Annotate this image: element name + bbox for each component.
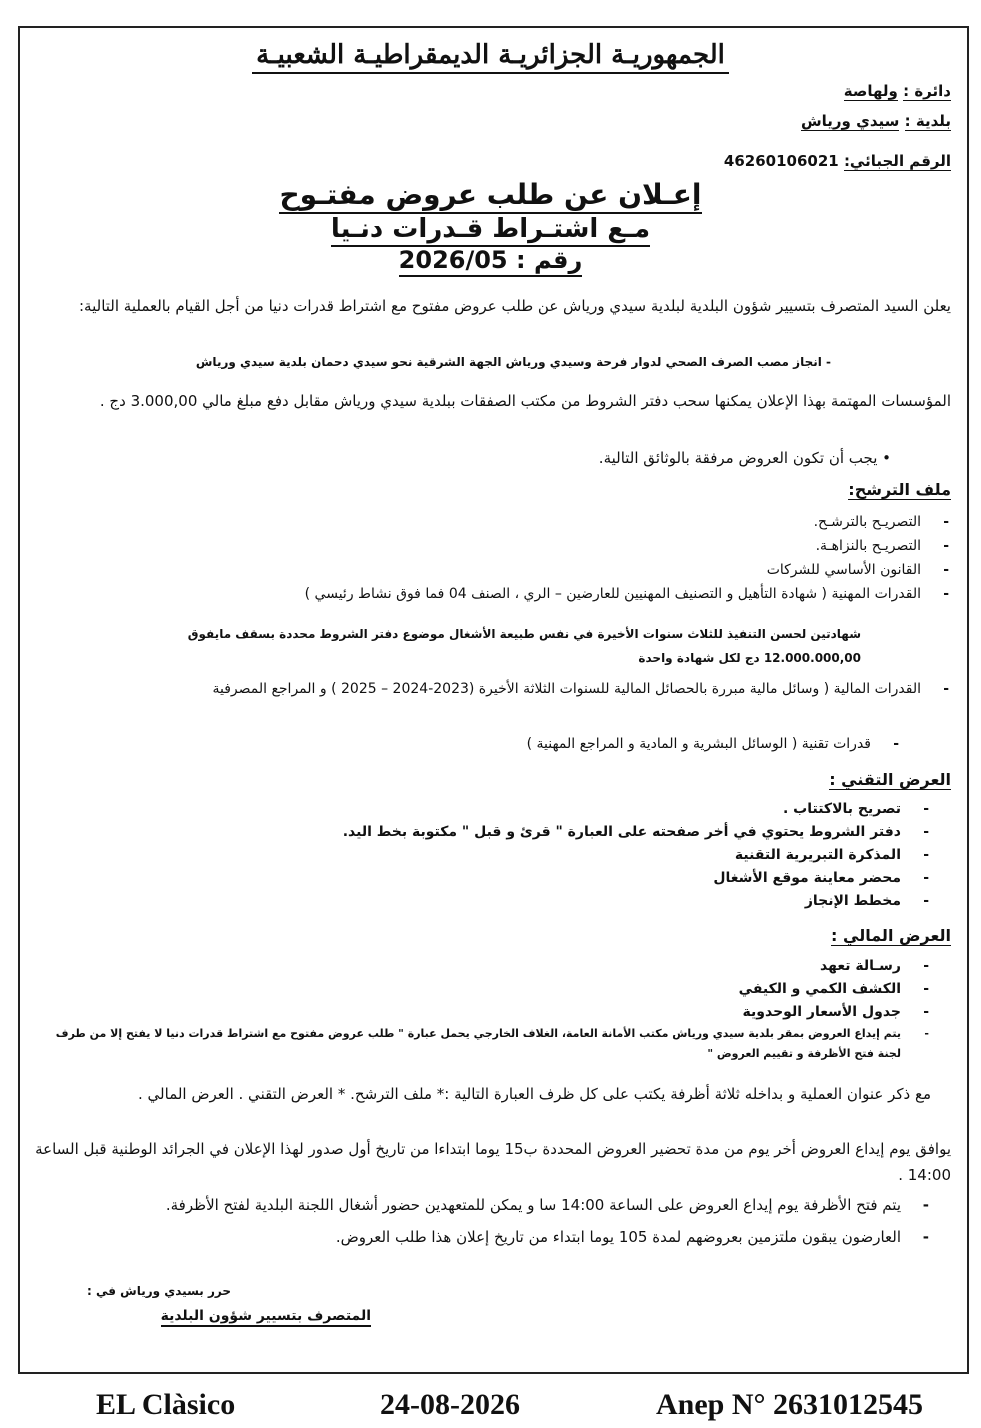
list-item: - التصريـح بالترشـح. bbox=[41, 510, 921, 534]
tax-number-line: الرقم الجبائي: 46260106021 bbox=[723, 152, 951, 170]
operation-line: - انجاز مصب الصرف الصحي لدوار فرحة وسيدي ورياش الجهة الشرقية نحو سيدي دحمان بلدية سيدي ورياش bbox=[195, 355, 831, 369]
list-item: - العارضون يبقون ملتزمين بعروضهم لمدة 105 يوما ابتداء من تاريخ إعلان هذا طلب العروض. bbox=[41, 1224, 901, 1250]
candidature-list-3 bbox=[51, 736, 871, 752]
withdraw-paragraph: المؤسسات المهتمة بهذا الإعلان يمكنها سحب دفتر الشروط من مكتب الصفقات ببلدية سيدي ورياش مقابل دفع مبلغ مالي 3.000,00 دج . bbox=[99, 392, 951, 410]
closing-list bbox=[41, 1192, 901, 1250]
list-item: - جدول الأسعار الوحدوية bbox=[41, 1001, 901, 1024]
list-item: - القانون الأساسي للشركات bbox=[41, 558, 921, 582]
list-item: - يتم إيداع العروض بمقر بلدية سيدي ورياش مكتب الأمانة العامة، الغلاف الخارجي يحمل عبارة " طلب عروض مفتوح مع اشتراط قدرات دنيا لا يفتح إلا من طرف لجنة فتح الأظرفة و تقييم العروض " bbox=[41, 1024, 901, 1064]
list-item: - دفتر الشروط يحتوي في أخر صفحته على العبارة " قرئ و قبل " مكتوبة بخط اليد. bbox=[41, 821, 901, 844]
technical-list bbox=[41, 798, 901, 913]
list-item: - محضر معاينة موقع الأشغال bbox=[41, 867, 901, 890]
notice-title: إعـلان عن طلب عروض مفتـوح bbox=[0, 178, 981, 211]
publication-date: 24-08-2026 bbox=[380, 1388, 520, 1421]
financial-list bbox=[41, 955, 901, 1064]
republic-heading: الجمهوريـة الجزائريـة الديمقراطيـة الشعبيـة bbox=[0, 40, 981, 70]
list-item: - المذكرة التبريرية التقنية bbox=[41, 844, 901, 867]
list-item: - قدرات تقنية ( الوسائل البشرية و المادية و المراجع المهنية ) bbox=[51, 736, 871, 752]
intro-paragraph: يعلن السيد المتصرف بتسيير شؤون البلدية لبلدية سيدي ورياش عن طلب عروض مفتوح مع اشتراط قدرات دنيا من أجل القيام بالعملية التالية: bbox=[79, 297, 951, 315]
commune-line: بلدية : سيدي ورياش bbox=[800, 112, 951, 130]
list-item: - القدرات المهنية ( شهادة التأهيل و التصنيف المهنيين للعارضين – الري ، الصنف 04 فما فوق نشاط رئيسي ) bbox=[41, 582, 921, 606]
list-item: - تصريح بالاكتتاب . bbox=[41, 798, 901, 821]
done-at: حرر بسيدي ورياش في : bbox=[86, 1284, 231, 1298]
technical-title: العرض التقني : bbox=[829, 770, 951, 789]
daira-line: دائرة : ولهاصة bbox=[843, 82, 951, 100]
candidature-list-2 bbox=[41, 676, 921, 702]
list-item: - رسـالة تعهد bbox=[41, 955, 901, 978]
candidature-list bbox=[41, 510, 921, 606]
notice-subtitle: مـع اشتـراط قـدرات دنـيا bbox=[0, 214, 981, 244]
list-item: - التصريـح بالنزاهـة. bbox=[41, 534, 921, 558]
list-item: - مخطط الإنجاز bbox=[41, 890, 901, 913]
envelopes-paragraph: مع ذكر عنوان العملية و بداخله ثلاثة أظرفة يكتب على كل ظرف العبارة التالية :* ملف الترشح. * العرض التقني . العرض المالي . bbox=[138, 1085, 931, 1103]
newspaper-name: EL Clàsico bbox=[96, 1388, 236, 1421]
signatory: المتصرف بتسيير شؤون البلدية bbox=[161, 1308, 371, 1324]
notice-number: رقم : 2026/05 bbox=[0, 246, 981, 274]
documents-intro: • يجب أن تكون العروض مرفقة بالوثائق التالية. bbox=[598, 449, 891, 467]
financial-title: العرض المالي : bbox=[831, 926, 951, 945]
list-item: - القدرات المالية ( وسائل مالية مبررة بالحصائل المالية للسنوات الثلاثة الأخيرة (2023-2024 – 2025 ) و المراجع المصرفية bbox=[41, 676, 921, 702]
deposit-paragraph: يوافق يوم إيداع العروض أخر يوم من مدة تحضير العروض المحددة ب15 يوما ابتداءا من تاريخ أول صدور لهذا الإعلان في الجرائد الوطنية قبل الساعة 14:00 . bbox=[35, 1140, 951, 1184]
certificates-note: شهادتين لحسن التنفيذ للثلاث سنوات الأخيرة في نفس طبيعة الأشغال موضوع دفتر الشروط محددة بسقف مايفوق 12.000.000,00 دج لكل شهادة واحدة bbox=[187, 627, 861, 665]
list-item: - يتم فتح الأظرفة يوم إيداع العروض على الساعة 14:00 سا و يمكن للمتعهدين حضور أشغال اللجنة البلدية لفتح الأظرفة. bbox=[41, 1192, 901, 1218]
candidature-title: ملف الترشح: bbox=[848, 480, 951, 499]
anep-number: Anep N° 2631012545 bbox=[656, 1388, 924, 1421]
list-item: - الكشف الكمي و الكيفي bbox=[41, 978, 901, 1001]
